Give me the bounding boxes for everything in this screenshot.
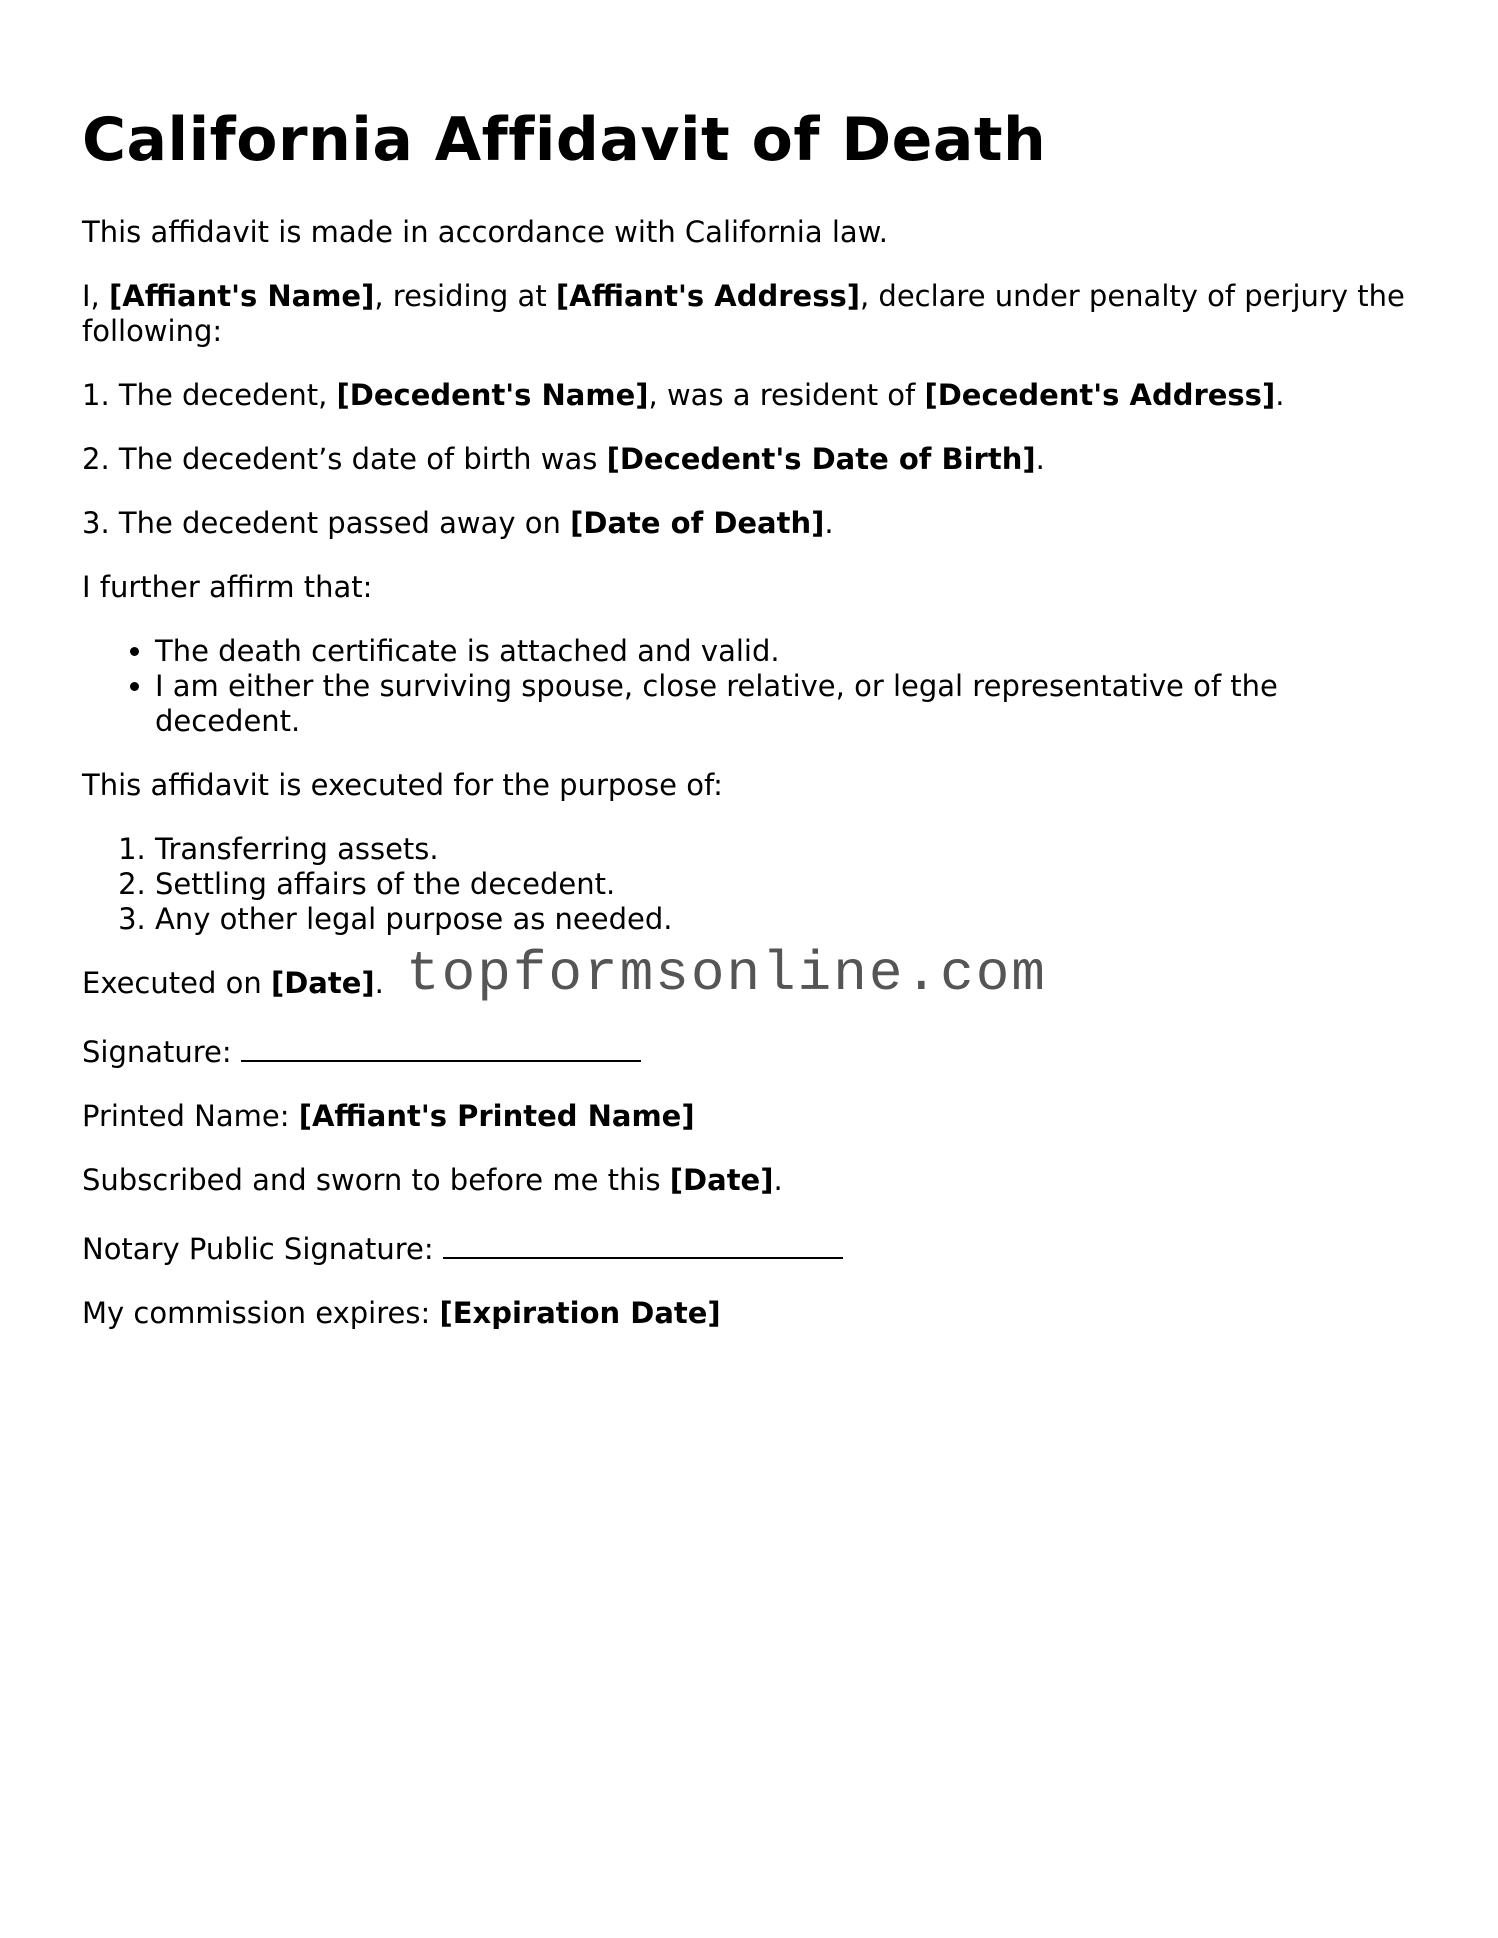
fact-3-text-2: . — [824, 506, 834, 540]
executed-end: . — [374, 966, 384, 1000]
signature-label: Signature: — [82, 1035, 241, 1069]
purpose-item: 1. Transferring assets. — [155, 832, 1422, 867]
affirm-item: • I am either the surviving spouse, close relative, or legal representative of the decedent. — [155, 669, 1422, 739]
subscribed-end: . — [773, 1163, 783, 1197]
affiant-address-placeholder: [Affiant's Address] — [555, 279, 860, 313]
watermark: topformsonline.com — [406, 942, 1047, 1006]
affiant-name-placeholder: [Affiant's Name] — [109, 279, 375, 313]
printed-name-placeholder: [Affiant's Printed Name] — [298, 1099, 695, 1133]
affirm-list — [82, 634, 1422, 739]
decedent-address-placeholder: [Decedent's Address] — [924, 378, 1276, 412]
printed-name-line — [82, 1099, 1422, 1134]
notary-signature-blank[interactable] — [443, 1227, 843, 1259]
fact-3-text-1: 3. The decedent passed away on — [82, 506, 571, 540]
purpose-heading: This affidavit is executed for the purpose of: — [82, 768, 723, 802]
notary-signature-label: Notary Public Signature: — [82, 1232, 443, 1266]
declaration-text-1: I, — [82, 279, 109, 313]
purpose-item: 3. Any other legal purpose as needed. — [155, 902, 1422, 937]
date-of-death-placeholder: [Date of Death] — [570, 506, 825, 540]
decedent-dob-placeholder: [Decedent's Date of Birth] — [606, 442, 1036, 476]
purpose-list — [82, 832, 1422, 937]
document-page — [82, 0, 1422, 1331]
executed-date-placeholder: [Date] — [270, 966, 375, 1000]
fact-1-text-3: . — [1275, 378, 1285, 412]
subscribed-date-placeholder: [Date] — [669, 1163, 774, 1197]
fact-3 — [82, 506, 1422, 541]
commission-label: My commission expires: — [82, 1296, 440, 1330]
purpose-item: 2. Settling affairs of the decedent. — [155, 867, 1422, 902]
fact-1-text-2: , was a resident of — [648, 378, 925, 412]
expiration-date-placeholder: [Expiration Date] — [439, 1296, 721, 1330]
declaration-paragraph — [82, 279, 1422, 349]
fact-2 — [82, 442, 1422, 477]
commission-line — [82, 1296, 1422, 1331]
affirm-heading: I further affirm that: — [82, 570, 373, 604]
intro-paragraph: This affidavit is made in accordance with California law. — [82, 215, 888, 249]
subscribed-line — [82, 1163, 1422, 1198]
subscribed-label: Subscribed and sworn to before me this — [82, 1163, 670, 1197]
decedent-name-placeholder: [Decedent's Name] — [336, 378, 649, 412]
fact-1 — [82, 378, 1422, 413]
fact-1-text-1: 1. The decedent, — [82, 378, 337, 412]
printed-name-label: Printed Name: — [82, 1099, 299, 1133]
notary-signature-line — [82, 1227, 1422, 1267]
declaration-text-2: , residing at — [374, 279, 556, 313]
affirm-item: • The death certificate is attached and valid. — [155, 634, 1422, 669]
declaration-text-3: , declare under penalty of perjury the following: — [82, 279, 1405, 348]
signature-blank[interactable] — [241, 1030, 641, 1062]
fact-2-text-2: . — [1035, 442, 1045, 476]
fact-2-text-1: 2. The decedent’s date of birth was — [82, 442, 607, 476]
signature-line — [82, 1030, 1422, 1070]
executed-label: Executed on — [82, 966, 271, 1000]
document-title: California Affidavit of Death — [82, 105, 1047, 175]
